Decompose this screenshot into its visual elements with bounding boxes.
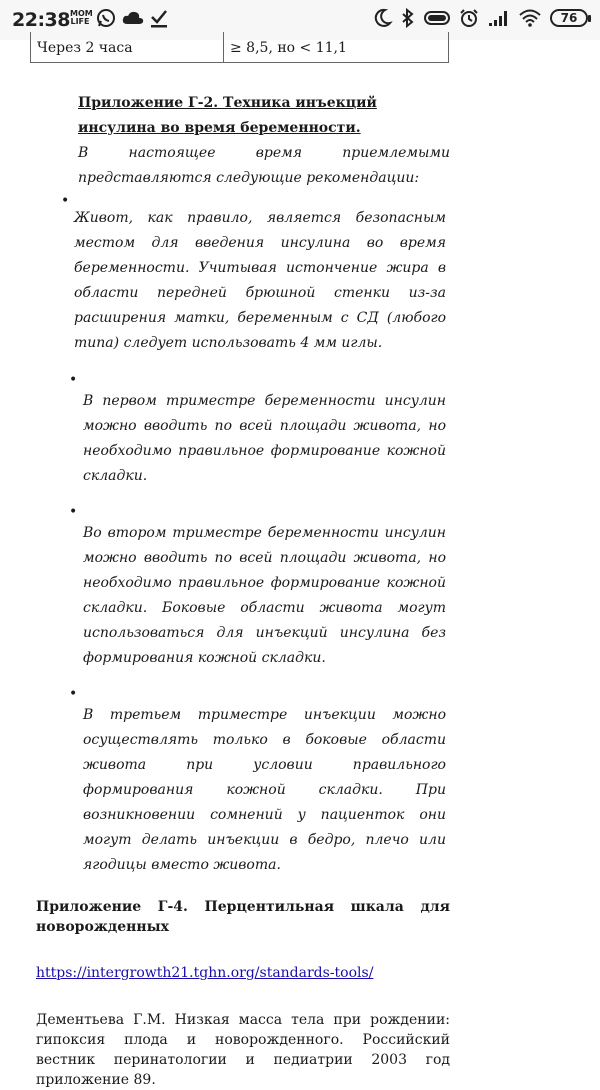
wifi-icon (519, 9, 541, 27)
mom-life-line2: LIFE (70, 17, 90, 26)
list-item: Во втором триместре беременности инсулин можно вводить по всей площади живота, но необходимо правильное формирование кожной складки. Боковые области живота могут использоваться для инъекций инсулина без формирования кожной складки. (83, 525, 446, 666)
appendix-g2-heading: Приложение Г-2. Техника инъекций инсулина во время беременности. (78, 95, 377, 136)
bullet-4: • (69, 686, 78, 702)
bullet-2: • (69, 372, 78, 388)
table-cell-label: Через 2 часа (31, 32, 224, 62)
document-view[interactable] (0, 40, 600, 1088)
list-item: Живот, как правило, является безопасным местом для введения инсулина во время беременности. Учитывая истончение жира в области передней брюшной стенки из-за расширения матки, беременным с СД (любого типа) следует использовать 4 мм иглы. (74, 210, 446, 351)
notification-icons (70, 8, 168, 28)
moon-icon (374, 8, 392, 28)
alarm-icon (459, 8, 479, 28)
list-item: В первом триместре беременности инсулин можно вводить по всей площади живота, но необходимо правильное формирование кожной складки. (83, 393, 446, 484)
battery-saver-icon (424, 10, 450, 26)
table-cell-value: ≥ 8,5, но < 11,1 (230, 40, 347, 56)
appendix-g4-heading: Приложение Г-4. Перцентильная шкала для новорожденных (36, 899, 450, 935)
mom-life-line1: MOM (70, 9, 93, 18)
intergrowth-link[interactable]: https://intergrowth21.tghn.org/standards-tools/ (36, 965, 374, 981)
bullet-1: • (61, 193, 70, 209)
appendix-g2-intro: В настоящее время приемлемыми представляются следующие рекомендации: (78, 145, 450, 186)
reference-text: Дементьева Г.М. Низкая масса тела при рождении: гипоксия плода и новорожденного. Российский вестник перинатологии и педиатрии 2003 год приложение 89. (36, 1012, 450, 1088)
signal-icon (488, 9, 510, 27)
bullet-3: • (69, 504, 78, 520)
table-row (30, 32, 449, 63)
cloud-icon (122, 10, 144, 26)
download-done-icon (150, 8, 168, 28)
bluetooth-icon (401, 8, 415, 28)
battery-icon: 76 (550, 9, 588, 27)
mom-life-icon (70, 9, 93, 26)
status-time: 22:38 (12, 9, 70, 31)
whatsapp-icon (96, 8, 116, 28)
system-icons (374, 8, 588, 28)
list-item: В третьем триместре инъекции можно осуществлять только в боковые области живота при условии правильного формирования кожной складки. При возникновении сомнений у пациенток они могут делать инъекции в бедро, плечо или ягодицы вместо живота. (83, 707, 446, 873)
